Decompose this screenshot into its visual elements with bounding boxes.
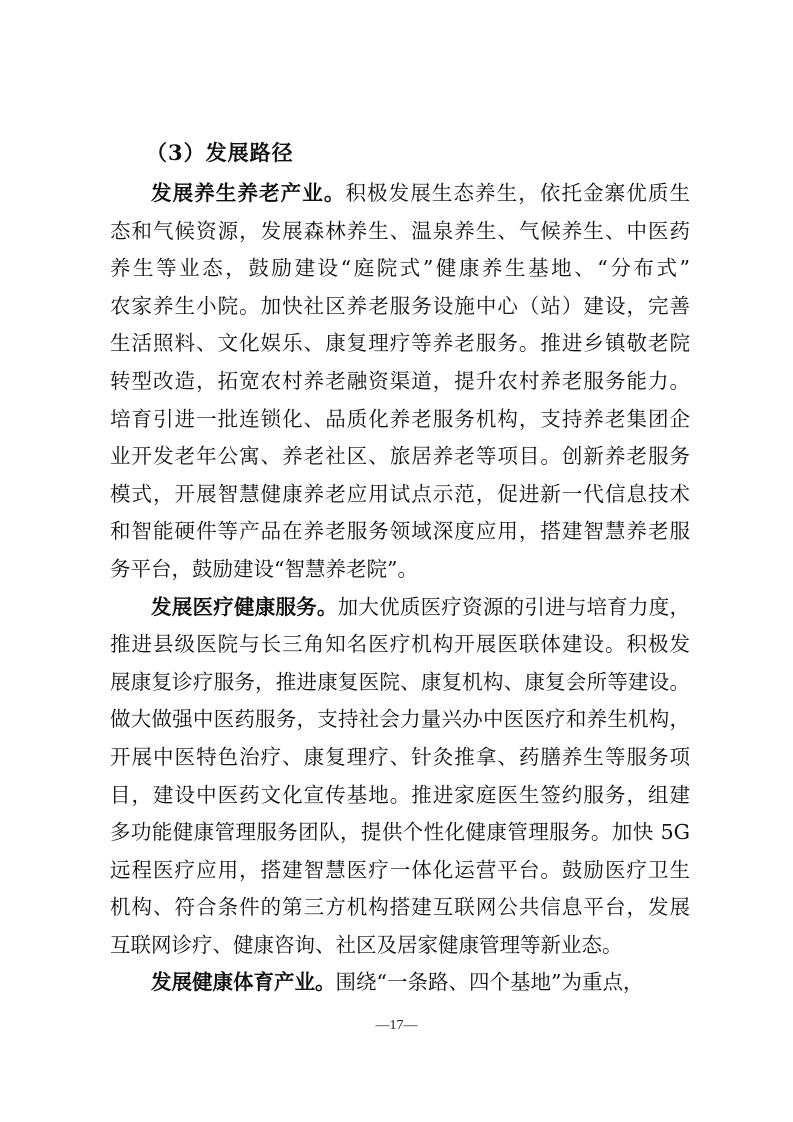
paragraph-line: 推进县级医院与长三角知名医疗机构开展医联体建设。积极发: [110, 632, 690, 657]
paragraph-line: 和智能硬件等产品在养老服务领域深度应用，搭建智慧养老服: [110, 519, 690, 544]
paragraph-sports-health: [110, 964, 690, 1002]
paragraph-line: 发展养生养老产业。积极发展生态养生，依托金寨优质生: [151, 181, 690, 205]
paragraph-line: 开展中医特色治疗、康复理疗、针灸推拿、药膳养生等服务项: [110, 744, 690, 769]
paragraph-elderly-care: [110, 175, 690, 589]
paragraph-medical-health: [110, 589, 690, 965]
section-heading: （3）发展路径: [146, 140, 294, 165]
paragraph-line: 机构、符合条件的第三方机构搭建互联网公共信息平台，发展: [110, 895, 690, 920]
paragraph-line: 转型改造，拓宽农村养老融资渠道，提升农村养老服务能力。: [110, 368, 690, 393]
document-body: [110, 131, 690, 1002]
paragraph-line: 互联网诊疗、健康咨询、社区及居家健康管理等新业态。: [110, 932, 623, 957]
paragraph-line: 农家养生小院。加快社区养老服务设施中心（站）建设，完善: [110, 293, 690, 318]
paragraph-line: 展康复诊疗服务，推进康复医院、康复机构、康复会所等建设。: [110, 669, 690, 694]
paragraph-line: 业开发老年公寓、养老社区、旅居养老等项目。创新养老服务: [110, 444, 690, 469]
paragraph-line: 态和气候资源，发展森林养生、温泉养生、气候养生、中医药: [110, 218, 690, 243]
paragraph-line: 养生等业态，鼓励建设“庭院式”健康养生基地、“分布式”: [110, 256, 690, 281]
paragraph-line: 做大做强中医药服务，支持社会力量兴办中医医疗和养生机构，: [110, 707, 690, 732]
paragraph-line: 培育引进一批连锁化、品质化养老服务机构，支持养老集团企: [110, 406, 690, 431]
paragraph-line: 发展健康体育产业。围绕“一条路、四个基地”为重点，: [151, 970, 644, 995]
paragraph-line: 多功能健康管理服务团队，提供个性化健康管理服务。加快 5G: [110, 820, 690, 845]
paragraph-lead: 发展健康体育产业。: [151, 970, 336, 995]
page-number: —17—: [375, 1018, 418, 1033]
paragraph-line: 目，建设中医药文化宣传基地。推进家庭医生签约服务，组建: [110, 782, 690, 807]
paragraph-line: 务平台，鼓励建设“智慧养老院”。: [110, 556, 418, 581]
paragraph-line: 生活照料、文化娱乐、康复理疗等养老服务。推进乡镇敬老院: [110, 331, 690, 356]
paragraph-line: 远程医疗应用，搭建智慧医疗一体化运营平台。鼓励医疗卫生: [110, 857, 690, 882]
paragraph-line: 发展医疗健康服务。加大优质医疗资源的引进与培育力度，: [151, 594, 690, 619]
paragraph-lead: 发展医疗健康服务。: [151, 594, 338, 619]
paragraph-lead: 发展养生养老产业。: [151, 181, 346, 205]
paragraph-line: 模式，开展智慧健康养老应用试点示范，促进新一代信息技术: [110, 481, 690, 506]
